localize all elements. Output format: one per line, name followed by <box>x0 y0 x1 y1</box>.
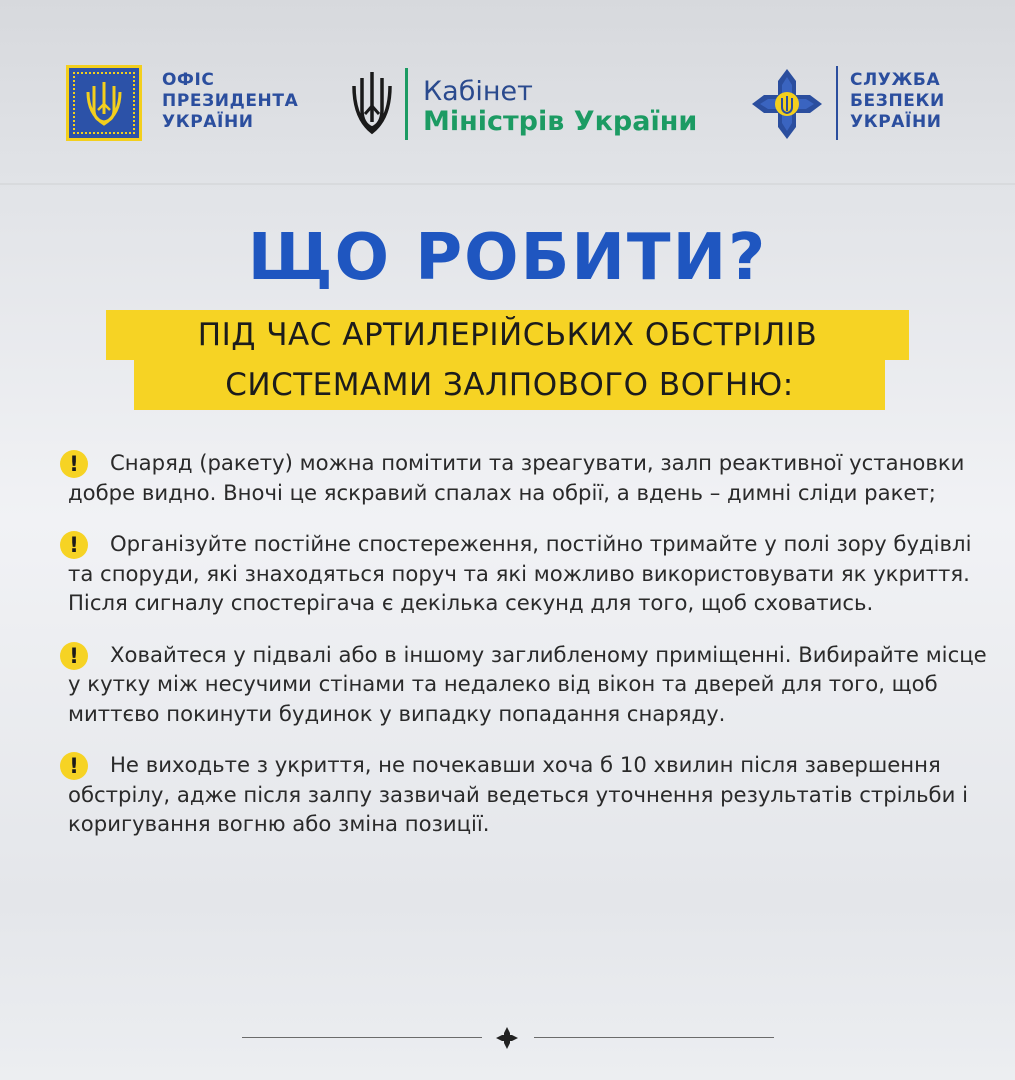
trident-icon <box>350 70 394 136</box>
exclamation-icon <box>60 531 88 559</box>
sbu-name: СЛУЖБА БЕЗПЕКИ УКРАЇНИ <box>850 70 945 132</box>
advice-list <box>60 448 990 861</box>
cabinet-name-line1: Кабінет <box>423 76 533 107</box>
page-title: ЩО РОБИТИ? <box>247 221 768 295</box>
list-item <box>60 750 990 839</box>
president-office-emblem-icon <box>66 65 142 141</box>
list-item <box>60 448 990 507</box>
advice-text: Ховайтеся у підвалі або в іншому заглибленому приміщенні. Вибирайте місце у кутку між несучими стінами та недалеко від вікон та дверей для того, щоб миттєво покинути будинок у випадку попадання снаряду. <box>68 641 987 726</box>
footer-line-right <box>534 1037 774 1038</box>
exclamation-icon <box>60 642 88 670</box>
exclamation-icon <box>60 752 88 780</box>
header <box>0 0 1015 185</box>
exclamation-icon <box>60 450 88 478</box>
subtitle-line-2: СИСТЕМАМИ ЗАЛПОВОГО ВОГНЮ: <box>134 360 885 410</box>
advice-text: Не виходьте з укриття, не почекавши хоча б 10 хвилин після завершення обстрілу, адже після залпу зазвичай ведеться уточнення результатів стрільби і коригування вогню або зміна позиції. <box>68 752 969 836</box>
advice-text: Організуйте постійне спостереження, постійно тримайте у полі зору будівлі та споруди, які знаходяться поруч та які можливо використовувати як укриття. Після сигналу спостерігача є декілька секунд для того, щоб сховатись. <box>68 531 972 615</box>
footer-line-left <box>242 1037 482 1038</box>
cross-icon <box>495 1026 519 1050</box>
cabinet-divider <box>405 68 408 140</box>
list-item <box>60 529 990 618</box>
sbu-emblem-icon <box>750 67 824 141</box>
cabinet-name-line2: Міністрів України <box>423 106 698 137</box>
subtitle-line-1: ПІД ЧАС АРТИЛЕРІЙСЬКИХ ОБСТРІЛІВ <box>106 310 909 360</box>
sbu-divider <box>836 66 838 140</box>
list-item <box>60 640 990 729</box>
advice-text: Снаряд (ракету) можна помітити та зреагувати, залп реактивної установки добре видно. Вночі це яскравий спалах на обрії, а вдень – димні сліди ракет; <box>68 450 965 505</box>
president-office-name: ОФІС ПРЕЗИДЕНТА УКРАЇНИ <box>162 70 299 132</box>
